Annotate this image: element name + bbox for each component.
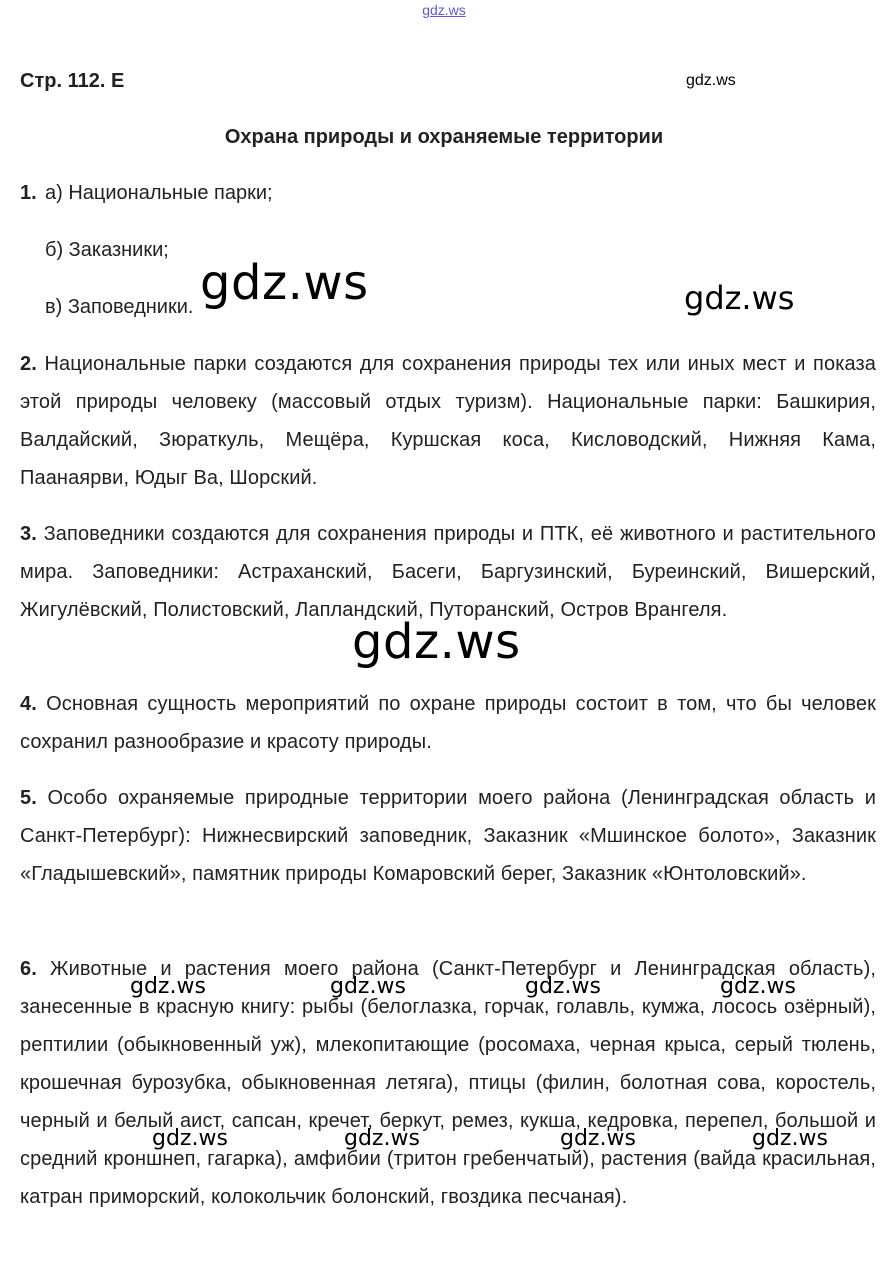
- answer-2-number: 2.: [20, 353, 37, 375]
- answer-5-text: Особо охраняемые природные территории моего района (Ленинградская область и Санкт-Петербург): Нижнесвирский заповедник, Заказник «Мшинское болото», Заказник «Гладышевский», памятник природы Комаровский берег, Заказник «Юнтоловский».: [20, 787, 876, 885]
- watermark-row2-1: gdz.ws: [152, 1126, 228, 1151]
- answer-5-number: 5.: [20, 787, 37, 809]
- answer-4-number: 4.: [20, 693, 37, 715]
- answer-1-number: 1.: [20, 182, 37, 204]
- answer-2: [20, 345, 876, 497]
- answer-1-item-c: в) Заповедники.: [45, 296, 194, 318]
- watermark-large-2: gdz.ws: [352, 614, 521, 670]
- answer-2-text: Национальные парки создаются для сохранения природы тех или иных мест и показа этой природы человеку (массовый отдых туризм). Национальные парки: Башкирия, Валдайский, Зюраткуль, Мещёра, Куршская коса, Кисловодский, Нижняя Кама, Паанаярви, Юдыг Ва, Шорский.: [20, 353, 876, 489]
- watermark-row1-2: gdz.ws: [330, 974, 406, 999]
- answer-4: [20, 685, 876, 761]
- page-heading: Стр. 112. Е: [20, 70, 125, 92]
- answer-3-text: Заповедники создаются для сохранения природы и ПТК, её животного и растительного мира. Заповедники: Астраханский, Басеги, Баргузинский, Буреинский, Вишерский, Жигулёвский, Полистовский, Лапландский, Путоранский, Остров Врангеля.: [20, 523, 876, 621]
- answer-1-item-a: а) Национальные парки;: [45, 182, 273, 204]
- top-watermark-link[interactable]: gdz.ws: [422, 2, 466, 18]
- watermark-medium-1: gdz.ws: [684, 279, 795, 317]
- answer-1-item-b: б) Заказники;: [45, 239, 169, 261]
- answer-6-text: Животные и растения моего района (Санкт-Петербург и Ленинградская область), занесенные в красную книгу: рыбы (белоглазка, горчак, голавль, кумжа, лосось озёрный), рептилии (обыкновенный уж), млекопитающие (росомаха, черная крыса, серый тюлень, крошечная бурозубка, обыкновенная летяга), птицы (филин, болотная сова, коростель, черный и белый аист, сапсан, кречет, беркут, ремез, кукша, кедровка, перепел, большой и средний кроншнеп, гагарка), амфибии (тритон гребенчатый), растения (вайда красильная, катран приморский, колокольчик болонский, гвоздика песчаная).: [20, 958, 876, 1208]
- answer-3-number: 3.: [20, 523, 37, 545]
- answer-3: [20, 515, 876, 629]
- answer-6-number: 6.: [20, 958, 37, 980]
- watermark-row2-4: gdz.ws: [752, 1126, 828, 1151]
- watermark-row1-3: gdz.ws: [525, 974, 601, 999]
- watermark-row1-4: gdz.ws: [720, 974, 796, 999]
- document-title: Охрана природы и охраняемые территории: [224, 126, 664, 148]
- answer-5: [20, 779, 876, 893]
- answer-4-text: Основная сущность мероприятий по охране природы состоит в том, что бы человек сохранил разнообразие и красоту природы.: [20, 693, 876, 753]
- watermark-row1-1: gdz.ws: [130, 974, 206, 999]
- watermark-row2-3: gdz.ws: [560, 1126, 636, 1151]
- watermark-row2-2: gdz.ws: [344, 1126, 420, 1151]
- watermark-header: gdz.ws: [686, 72, 736, 89]
- watermark-large-1: gdz.ws: [200, 255, 369, 311]
